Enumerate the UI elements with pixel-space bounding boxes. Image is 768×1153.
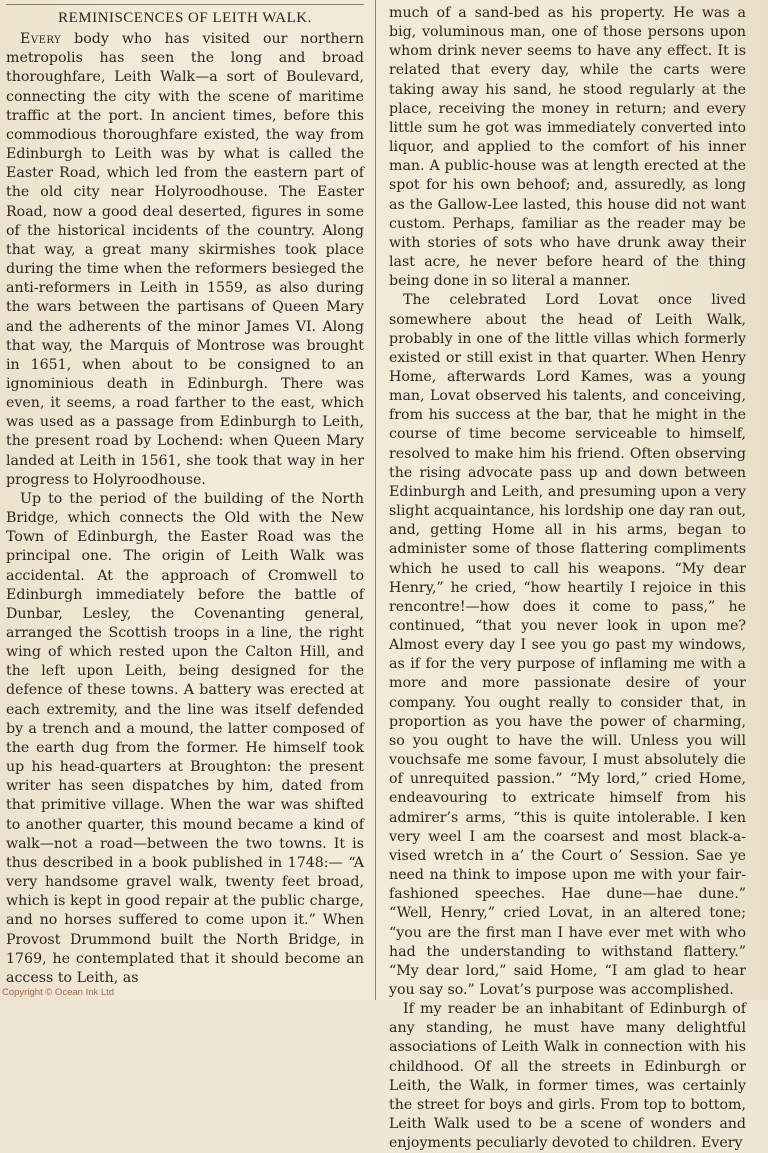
- left-column: [6, 4, 364, 1000]
- copyright-watermark: Copyright © Ocean Ink Ltd: [2, 987, 115, 998]
- paragraph-1: [6, 30, 364, 490]
- paragraph-3: much of a sand-bed as his property. He was a big, voluminous man, one of those persons upon whom drink never seems to have any effect. It is related that every day, while the carts were taking away his sand, he stood regularly at the place, receiving the money in return; and every little sum he got was immediately converted into liquor, and applied to the comfort of his inner man. A public-house was at length erected at the spot for his own behoof; and, assuredly, as long as the Gallow-Lee lasted, this house did not want custom. Perhaps, familiar as the reader may be with stories of sots who have drunk away their last acre, he never before heard of the thing being done in so literal a manner.: [389, 5, 746, 290]
- paragraph-2: Up to the period of the building of the North Bridge, which connects the Old with the New Town of Edinburgh, the Easter Road was the principal one. The origin of Leith Walk was accidental. At the approach of Cromwell to Edinburgh immediately before the battle of Dunbar, Lesley, the Covenanting general, arranged the Scottish troops in a line, the right wing of which rested upon the Calton Hill, and the left upon Leith, being designed for the defence of these towns. A battery was erected at each extremity, and the line was itself defended by a trench and a mound, the latter composed of the earth dug from the former. He himself took up his head-quarters at Broughton: the present writer has seen dispatches by him, dated from that primitive village. When the war was shifted to another quarter, this mound became a kind of walk—not a road—between the two towns. It is thus described in a book published in 1748:— “A very handsome gravel walk, twenty feet broad, which is kept in good repair at the public charge, and no horses suffered to come upon it.” When Provost Drummond built the North Bridge, in 1769, he contemplated that it should become an access to Leith, as: [6, 490, 364, 986]
- paragraph-4: The celebrated Lord Lovat once lived somewhere about the head of Leith Walk, probably in one of the little villas which formerly existed or still exist in that quarter. When Henry Home, afterwards Lord Kames, was a young man, Lovat observed his talents, and conceiving, from his success at the bar, that he might in the course of time become serviceable to himself, resolved to make him his friend. Often observing the rising advocate pass up and down between Edinburgh and Leith, and presuming upon a very slight acquaintance, his lordship one day ran out, and, getting Home all in his arms, began to administer some of those flattering compliments which he used to call his weapons. “My dear Henry,” he cried, “how heartily I rejoice in this rencontre!—how does it come to pass,” he continued, “that you never look in upon me? Almost every day I see you go past my windows, as if for the very purpose of inflaming me with a more and more passionate desire of your company. You ought really to consider that, in proportion as you have the power of charming, so you ought to have the will. Unless you will vouchsafe me some favour, I must absolutely die of unrequited passion.” “My lord,” cried Home, endeavouring to extricate himself from his admirer’s arms, “this is quite intolerable. I ken very weel I am the coarsest and most black-a-vised wretch in a’ the Court o’ Session. Sae ye need na think to impose upon me with your fair-fashioned speeches. Hae dune—hae dune.” “Well, Henry,” cried Lovat, in an altered tone; “you are the first man I have ever met with who had the understanding to withstand flattery.” “My dear lord,” said Home, “I am glad to hear you say so.” Lovat’s purpose was accomplished.: [389, 292, 746, 998]
- drop-word: Every: [20, 31, 62, 48]
- paragraph-1-text: body who has visited our northern metropolis has seen the long and broad thoroughfare, Leith Walk—a sort of Boulevard, connecting the city with the scene of maritime traffic at the port. In ancient times, before this commodious thoroughfare existed, the way from Edinburgh to Leith was by what is called the Easter Road, which led from the eastern part of the old city near Holyroodhouse. The Easter Road, now a good deal deserted, figures in some of the historical incidents of the country. Along that way, a great many skirmishes took place during the time when the reformers besieged the anti-reformers in Leith in 1559, as also during the wars between the partisans of Queen Mary and the adherents of the minor James VI. Along that way, the Marquis of Montrose was brought in 1651, when about to be consigned to an ignominious death in Edinburgh. There was even, it seems, a road farther to the east, which was used as a passage from Edinburgh to Leith, the present road by Lochend: when Queen Mary landed at Leith in 1561, she took that way in her progress to Holyroodhouse.: [6, 31, 364, 488]
- article-title: REMINISCENCES OF LEITH WALK.: [58, 10, 312, 26]
- paragraph-5: If my reader be an inhabitant of Edinburgh of any standing, he must have many delightful associations of Leith Walk in connection with his childhood. Of all the streets in Edinburgh or Leith, the Walk, in former times, was certainly the street for boys and girls. From top to bottom, Leith Walk used to be a scene of wonders and enjoyments peculiarly devoted to children. Every: [389, 1001, 746, 1152]
- article-header: [6, 4, 364, 28]
- right-column: [389, 4, 746, 1152]
- column-divider: [375, 0, 376, 1000]
